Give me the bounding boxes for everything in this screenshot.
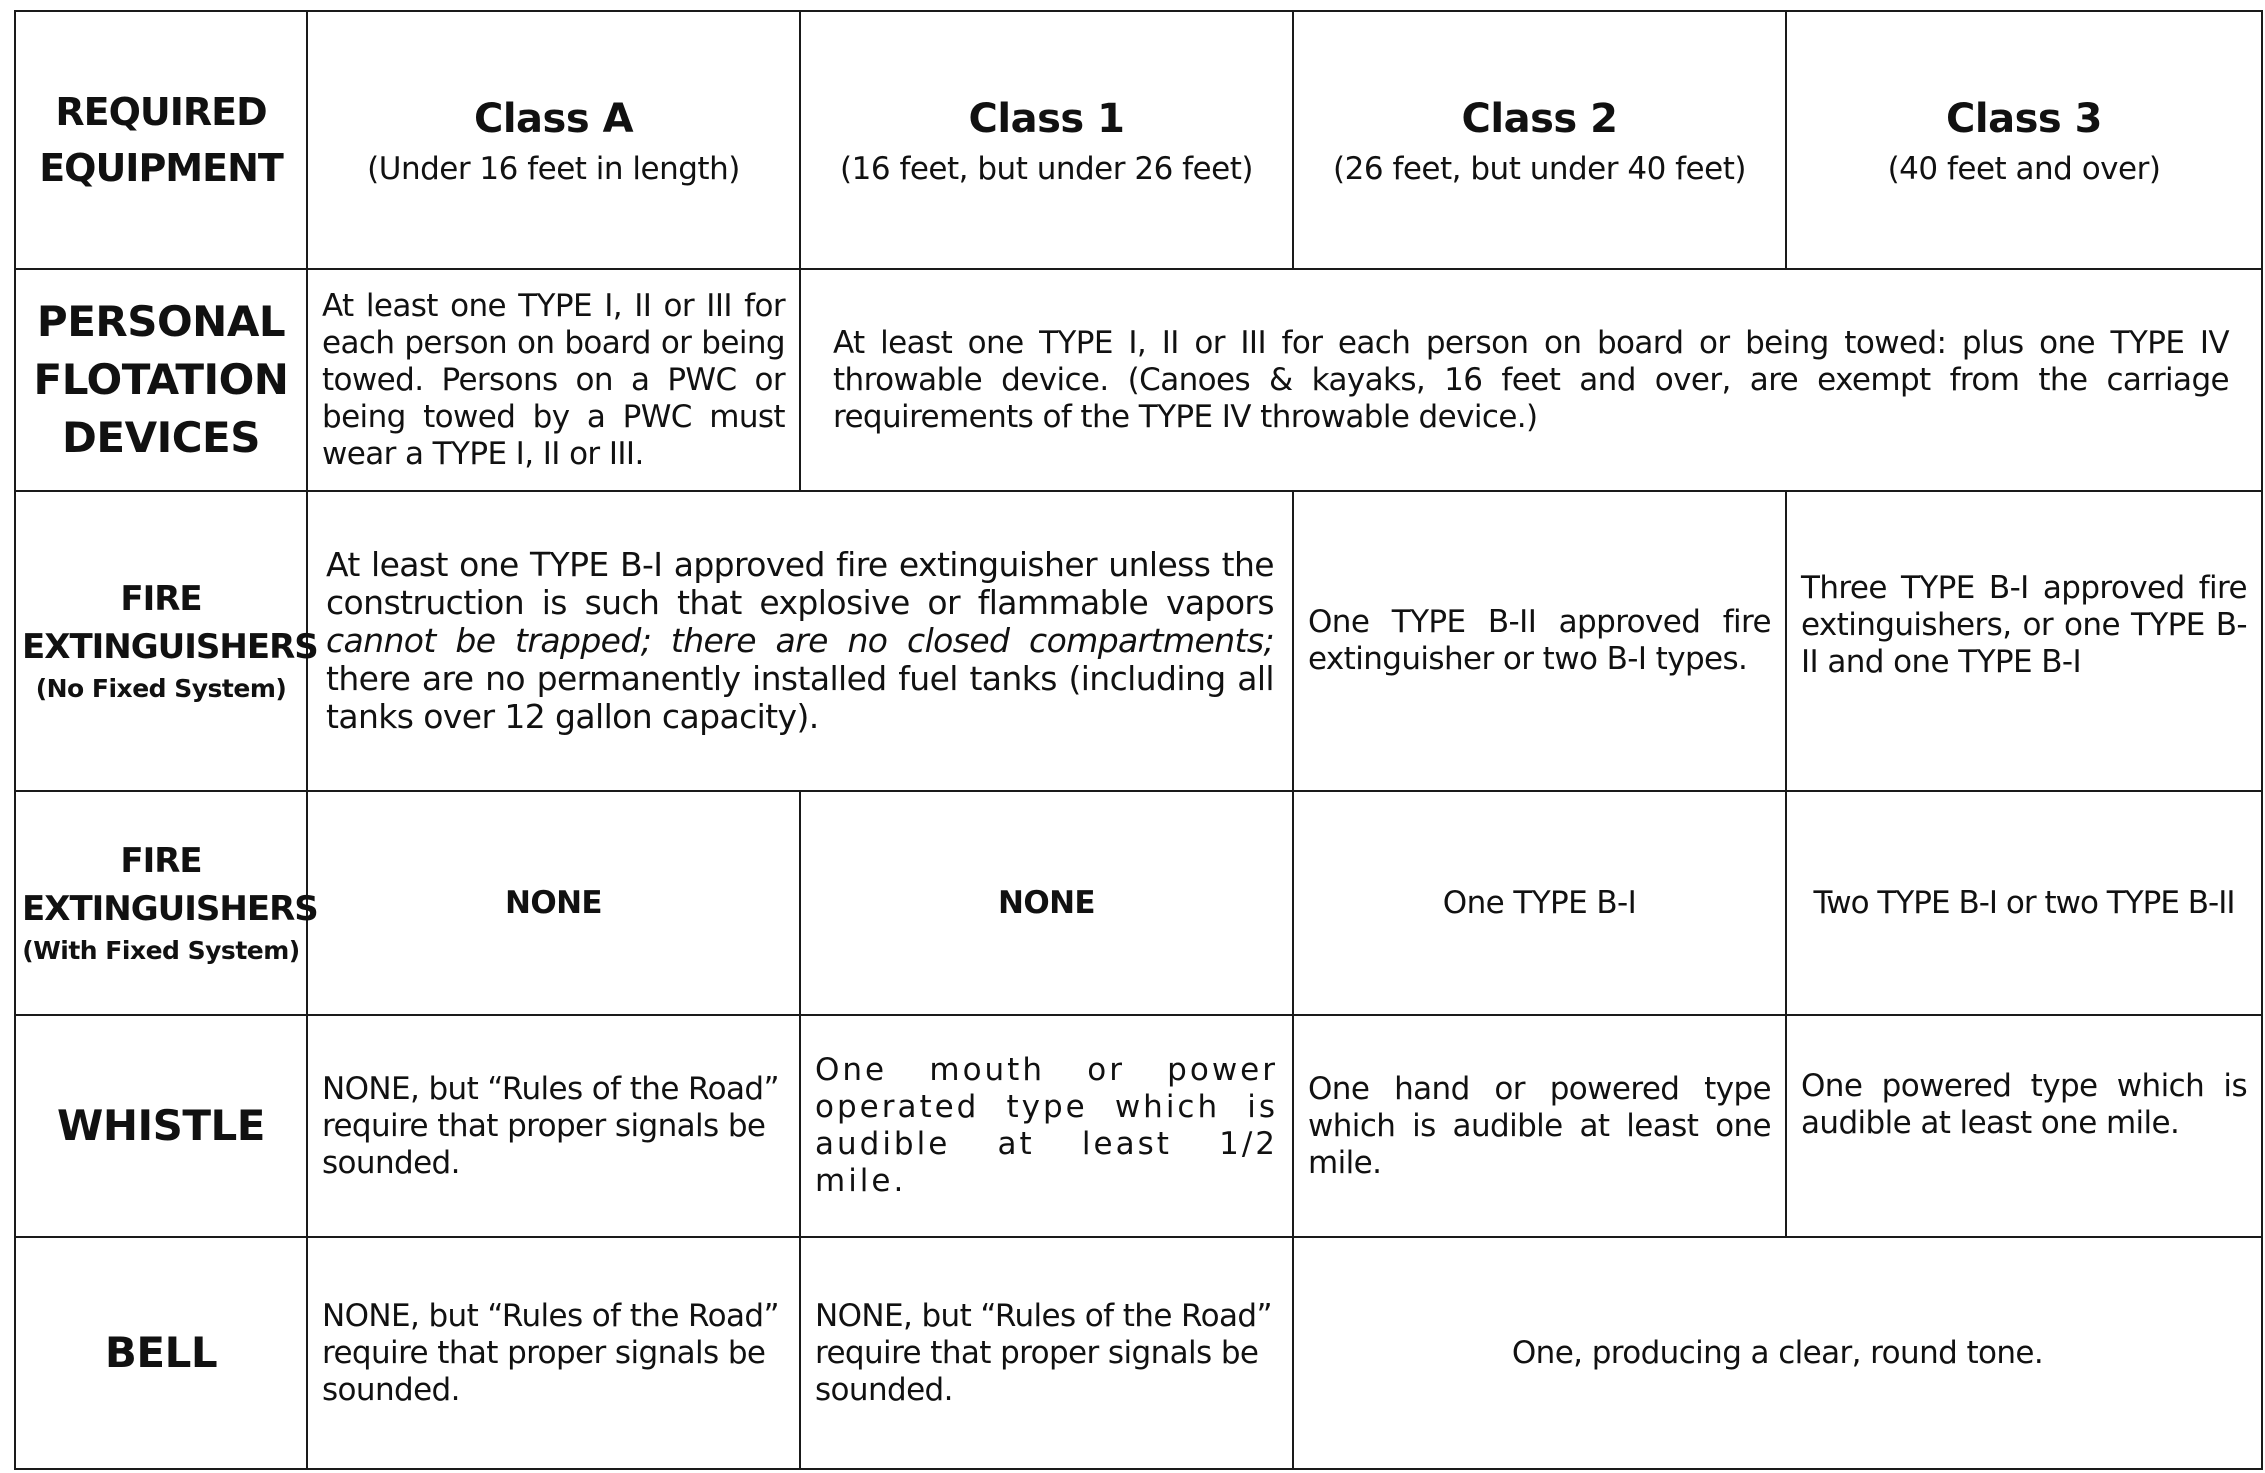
table-header-row xyxy=(15,11,2262,269)
bell-class-1-cell xyxy=(800,1237,1293,1469)
class-1-header xyxy=(800,11,1293,269)
fire-fixed-class-1-cell xyxy=(800,791,1293,1015)
fire-no-fixed-label-line2: EXTINGUISHERS xyxy=(22,627,318,667)
fire-no-fixed-label-line1: FIRE xyxy=(120,579,202,619)
fire-fixed-label-line1: FIRE xyxy=(120,841,202,881)
pfd-class-a-cell xyxy=(307,269,800,491)
fire-fixed-class-3-text: Two TYPE B-I or two TYPE B-II xyxy=(1813,884,2235,921)
bell-class-a-text: NONE, but “Rules of the Road” require that proper signals be sounded. xyxy=(322,1297,779,1408)
bell-class-2-3-cell xyxy=(1293,1237,2262,1469)
whistle-class-a-cell xyxy=(307,1015,800,1237)
bell-row-label xyxy=(15,1237,307,1469)
whistle-class-a-text: NONE, but “Rules of the Road” require that proper signals be sounded. xyxy=(322,1070,779,1181)
pfd-class-1-3-cell xyxy=(800,269,2262,491)
class-1-range: (16 feet, but under 26 feet) xyxy=(840,151,1253,187)
required-equipment-table xyxy=(14,10,2263,1470)
class-2-range: (26 feet, but under 40 feet) xyxy=(1333,151,1746,187)
whistle-label: WHISTLE xyxy=(57,1101,265,1150)
fire-fixed-label-sub: (With Fixed System) xyxy=(22,936,300,965)
bell-row xyxy=(15,1237,2262,1469)
fire-fixed-class-a-cell xyxy=(307,791,800,1015)
pfd-class-1-3-text: At least one TYPE I, II or III for each person on board or being towed: plus one TYPE IV throwable device. (Canoes & kayaks, 16 feet and over, are exempt from the carriage requirements of the TYPE IV throwable device.) xyxy=(833,324,2229,435)
fire-fixed-row-label xyxy=(15,791,318,1015)
fire-fixed-class-2-text: One TYPE B-I xyxy=(1442,884,1637,921)
fire-no-fixed-text-italic: cannot be trapped; there are no closed compartments; xyxy=(326,621,1274,660)
pfd-label-line3: DEVICES xyxy=(62,413,260,462)
fire-fixed-class-a-text: NONE xyxy=(504,884,603,921)
pfd-row-label xyxy=(15,269,307,491)
whistle-class-2-text: One hand or powered type which is audible at least one mile. xyxy=(1308,1070,1771,1181)
fire-fixed-class-3-cell xyxy=(1786,791,2262,1015)
fire-no-fixed-class-2-cell xyxy=(1293,491,1786,791)
class-a-title: Class A xyxy=(473,96,634,142)
bell-class-1-text: NONE, but “Rules of the Road” require that proper signals be sounded. xyxy=(815,1297,1272,1408)
pfd-class-a-text: At least one TYPE I, II or III for each person on board or being towed. Persons on a PWC or being towed by a PWC must wear a TYPE I, II or III. xyxy=(322,287,785,472)
whistle-class-1-text: One mouth or power operated type which is audible at least 1/2 mile. xyxy=(815,1052,1278,1199)
pfd-row xyxy=(15,269,2262,491)
pfd-label-line2: FLOTATION xyxy=(33,355,289,404)
fire-no-fixed-text-part2: there are no permanently installed fuel tanks (including all tanks over 12 gallon capacity). xyxy=(326,659,1274,736)
class-2-header xyxy=(1293,11,1786,269)
fire-no-fixed-class-3-cell xyxy=(1786,491,2262,791)
whistle-row xyxy=(15,1015,2262,1237)
bell-label: BELL xyxy=(104,1328,218,1377)
header-label-line1: REQUIRED xyxy=(55,90,267,134)
class-a-range: (Under 16 feet in length) xyxy=(367,151,740,187)
whistle-class-1-cell xyxy=(800,1015,1293,1237)
fire-no-fixed-class-3-text: Three TYPE B-I approved fire extinguishers, or one TYPE B-II and one TYPE B-I xyxy=(1801,570,2247,680)
fire-no-fixed-text-part1: At least one TYPE B-I approved fire extinguisher unless the construction is such that explosive or flammable vapors xyxy=(326,545,1274,622)
required-equipment-document xyxy=(14,10,2261,1468)
fire-fixed-class-1-text: NONE xyxy=(997,884,1096,921)
fire-fixed-row xyxy=(15,791,2262,1015)
fire-no-fixed-label-sub: (No Fixed System) xyxy=(35,674,287,703)
whistle-class-3-cell xyxy=(1786,1015,2262,1237)
class-a-header xyxy=(307,11,800,269)
class-3-title: Class 3 xyxy=(1946,96,2102,142)
pfd-label-line1: PERSONAL xyxy=(36,297,286,346)
whistle-class-3-text: One powered type which is audible at least one mile. xyxy=(1801,1068,2247,1141)
class-1-title: Class 1 xyxy=(968,96,1125,142)
fire-no-fixed-row xyxy=(15,491,2262,791)
fire-no-fixed-row-label xyxy=(15,491,318,791)
class-2-title: Class 2 xyxy=(1461,96,1618,142)
fire-fixed-label-line2: EXTINGUISHERS xyxy=(22,889,318,929)
bell-class-2-3-text: One, producing a clear, round tone. xyxy=(1511,1334,2044,1371)
fire-no-fixed-class-2-text: One TYPE B-II approved fire extinguisher or two B-I types. xyxy=(1308,604,1771,677)
header-label-line2: EQUIPMENT xyxy=(39,146,283,190)
fire-no-fixed-class-a-1-cell xyxy=(307,491,1293,791)
required-equipment-header xyxy=(15,11,307,269)
class-3-header xyxy=(1786,11,2262,269)
class-3-range: (40 feet and over) xyxy=(1887,151,2161,187)
whistle-row-label xyxy=(15,1015,307,1237)
fire-fixed-class-2-cell xyxy=(1293,791,1786,1015)
bell-class-a-cell xyxy=(307,1237,800,1469)
whistle-class-2-cell xyxy=(1293,1015,1786,1237)
